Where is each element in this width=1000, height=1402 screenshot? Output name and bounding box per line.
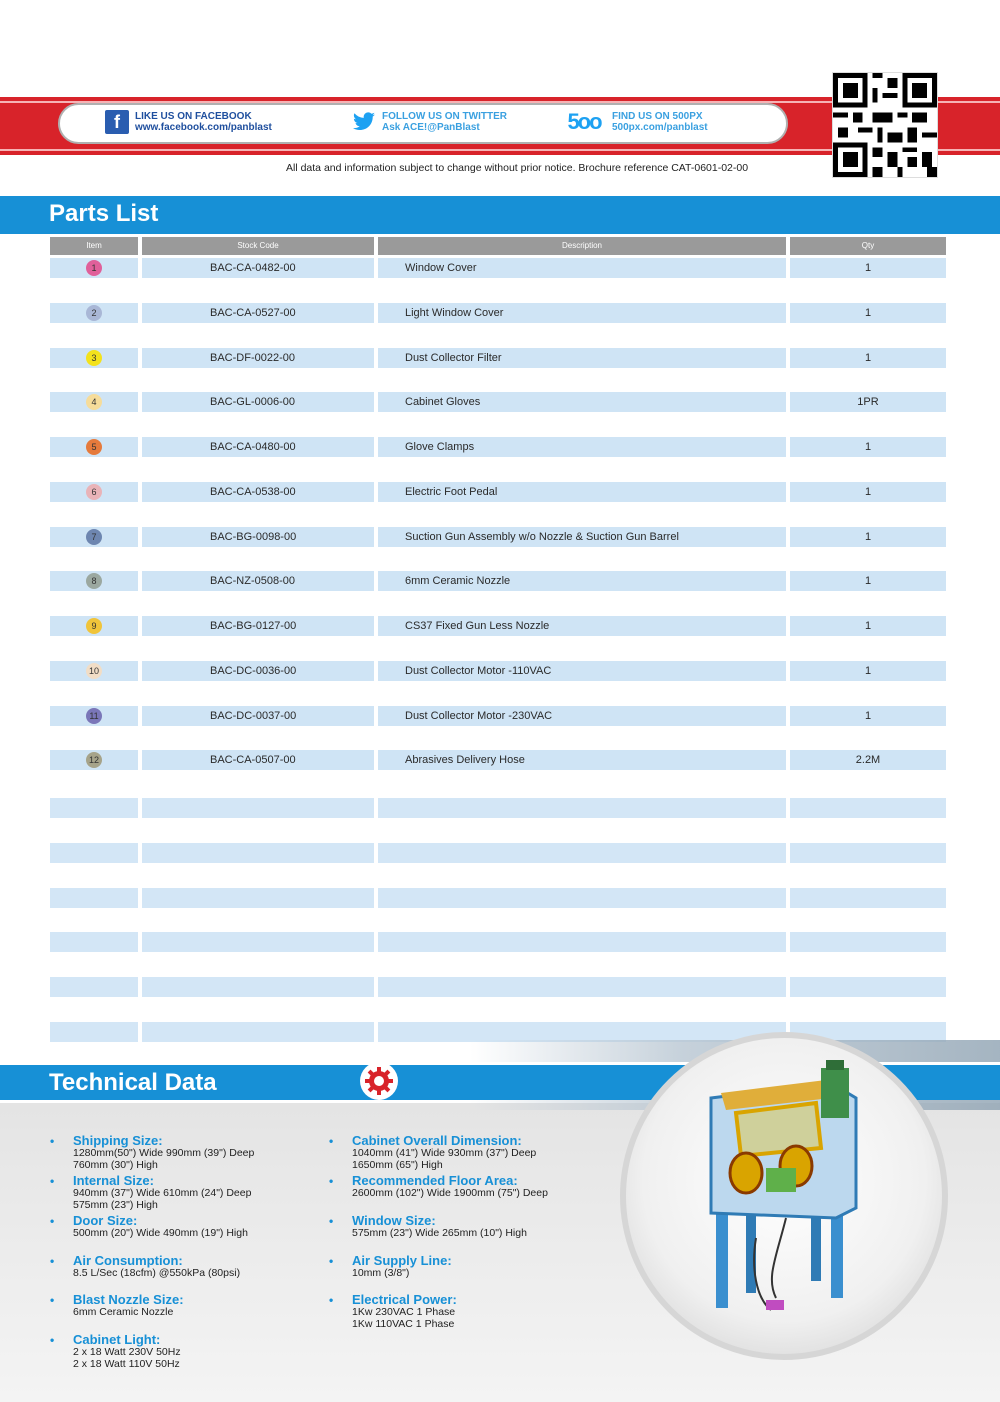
- item-number-badge: 12: [86, 752, 102, 768]
- qty-cell: 1: [790, 527, 946, 547]
- bullet-icon: •: [329, 1254, 334, 1268]
- facebook-icon: f: [105, 110, 129, 134]
- item-cell: [50, 437, 138, 457]
- stock-code-cell: BAC-BG-0127-00: [142, 616, 374, 636]
- spec-label: Cabinet Overall Dimension:: [352, 1133, 522, 1148]
- spec-item: [329, 1173, 548, 1200]
- description-cell: Light Window Cover: [378, 303, 786, 323]
- header-item: Item: [50, 237, 138, 255]
- qty-cell: 1: [790, 571, 946, 591]
- qty-cell: 1: [790, 258, 946, 278]
- item-cell: [50, 482, 138, 502]
- empty-table-cell: [142, 977, 374, 997]
- spec-label: Window Size:: [352, 1213, 436, 1228]
- qty-cell: 1: [790, 437, 946, 457]
- empty-table-cell: [790, 843, 946, 863]
- stock-code-cell: BAC-CA-0527-00: [142, 303, 374, 323]
- item-cell: [50, 258, 138, 278]
- spec-label: Recommended Floor Area:: [352, 1173, 518, 1188]
- bullet-icon: •: [329, 1214, 334, 1228]
- qty-cell: 1: [790, 303, 946, 323]
- item-cell: [50, 571, 138, 591]
- item-number-badge: 4: [86, 394, 102, 410]
- item-number-badge: 7: [86, 529, 102, 545]
- 500px-logo-icon: 5oo: [567, 109, 601, 134]
- 500px-line1: FIND US ON 500PX: [612, 111, 703, 122]
- spec-value: 1Kw 230VAC 1 Phase 1Kw 110VAC 1 Phase: [352, 1306, 456, 1330]
- description-cell: Cabinet Gloves: [378, 392, 786, 412]
- empty-table-cell: [378, 1022, 786, 1042]
- bullet-icon: •: [50, 1293, 55, 1307]
- item-number-badge: 10: [86, 663, 102, 679]
- bullet-icon: •: [329, 1134, 334, 1148]
- bullet-icon: •: [329, 1293, 334, 1307]
- description-cell: Glove Clamps: [378, 437, 786, 457]
- gear-icon: [360, 1062, 398, 1100]
- spec-item: [329, 1133, 537, 1171]
- empty-table-cell: [378, 843, 786, 863]
- header-qty: Qty: [790, 237, 946, 255]
- stock-code-cell: BAC-CA-0480-00: [142, 437, 374, 457]
- spec-value: 1280mm(50") Wide 990mm (39") Deep 760mm (30") High: [73, 1147, 255, 1171]
- spec-item: [50, 1133, 255, 1171]
- facebook-link[interactable]: [105, 110, 272, 134]
- spec-value: 10mm (3/8"): [352, 1267, 410, 1279]
- stock-code-cell: BAC-DC-0037-00: [142, 706, 374, 726]
- spec-item: [329, 1253, 452, 1280]
- description-cell: Dust Collector Motor -110VAC: [378, 661, 786, 681]
- stock-code-cell: BAC-NZ-0508-00: [142, 571, 374, 591]
- spec-item: [50, 1253, 241, 1280]
- header-description: Description: [378, 237, 786, 255]
- empty-table-cell: [378, 977, 786, 997]
- empty-table-cell: [378, 798, 786, 818]
- bullet-icon: •: [50, 1254, 55, 1268]
- spec-item: [50, 1292, 184, 1319]
- stock-code-cell: BAC-CA-0482-00: [142, 258, 374, 278]
- empty-table-cell: [142, 843, 374, 863]
- stock-code-cell: BAC-BG-0098-00: [142, 527, 374, 547]
- description-cell: CS37 Fixed Gun Less Nozzle: [378, 616, 786, 636]
- item-cell: [50, 750, 138, 770]
- item-number-badge: 6: [86, 484, 102, 500]
- item-number-badge: 9: [86, 618, 102, 634]
- header-stock-code: Stock Code: [142, 237, 374, 255]
- qr-code-icon[interactable]: [832, 72, 938, 178]
- description-cell: Dust Collector Motor -230VAC: [378, 706, 786, 726]
- spec-value: 2 x 18 Watt 230V 50Hz 2 x 18 Watt 110V 50Hz: [73, 1346, 181, 1370]
- description-cell: Abrasives Delivery Hose: [378, 750, 786, 770]
- spec-value: 6mm Ceramic Nozzle: [73, 1306, 174, 1318]
- item-cell: [50, 348, 138, 368]
- stock-code-cell: BAC-CA-0538-00: [142, 482, 374, 502]
- item-number-badge: 3: [86, 350, 102, 366]
- facebook-line2: www.facebook.com/panblast: [135, 122, 272, 133]
- stock-code-cell: BAC-DC-0036-00: [142, 661, 374, 681]
- spec-item: [50, 1213, 248, 1240]
- bullet-icon: •: [50, 1214, 55, 1228]
- empty-table-cell: [378, 932, 786, 952]
- empty-table-cell: [50, 798, 138, 818]
- twitter-line1: FOLLOW US ON TWITTER: [382, 111, 507, 122]
- qty-cell: 1: [790, 661, 946, 681]
- bullet-icon: •: [329, 1174, 334, 1188]
- qty-cell: 1PR: [790, 392, 946, 412]
- stock-code-cell: BAC-GL-0006-00: [142, 392, 374, 412]
- technical-data-title: Technical Data: [49, 1069, 217, 1096]
- empty-table-cell: [790, 798, 946, 818]
- spec-label: Air Supply Line:: [352, 1253, 452, 1268]
- qty-cell: 1: [790, 706, 946, 726]
- spec-value: 8.5 L/Sec (18cfm) @550kPa (80psi): [73, 1267, 241, 1279]
- empty-table-cell: [50, 977, 138, 997]
- empty-table-cell: [50, 843, 138, 863]
- parts-list-title: Parts List: [49, 200, 159, 227]
- item-cell: [50, 616, 138, 636]
- qty-cell: 1: [790, 482, 946, 502]
- empty-table-cell: [50, 1022, 138, 1042]
- spec-label: Air Consumption:: [73, 1253, 183, 1268]
- disclaimer-text: All data and information subject to change without prior notice. Brochure reference CAT-0601-02-00: [286, 162, 749, 174]
- facebook-line1: LIKE US ON FACEBOOK: [135, 111, 252, 122]
- qty-cell: 1: [790, 616, 946, 636]
- item-number-badge: 5: [86, 439, 102, 455]
- bullet-icon: •: [50, 1134, 55, 1148]
- stock-code-cell: BAC-CA-0507-00: [142, 750, 374, 770]
- spec-value: 500mm (20") Wide 490mm (19") High: [73, 1227, 248, 1239]
- spec-item: [329, 1292, 457, 1330]
- spec-label: Shipping Size:: [73, 1133, 163, 1148]
- description-cell: Window Cover: [378, 258, 786, 278]
- twitter-line2: Ask ACE!@PanBlast: [382, 122, 480, 133]
- description-cell: Electric Foot Pedal: [378, 482, 786, 502]
- spec-label: Cabinet Light:: [73, 1332, 161, 1347]
- 500px-link[interactable]: [562, 110, 708, 134]
- empty-table-cell: [142, 798, 374, 818]
- item-cell: [50, 303, 138, 323]
- parts-list-band: [0, 196, 1000, 234]
- description-cell: 6mm Ceramic Nozzle: [378, 571, 786, 591]
- spec-item: [50, 1332, 181, 1370]
- spec-value: 575mm (23") Wide 265mm (10") High: [352, 1227, 527, 1239]
- spec-item: [329, 1213, 527, 1240]
- 500px-line2: 500px.com/panblast: [612, 122, 708, 133]
- stock-code-cell: BAC-DF-0022-00: [142, 348, 374, 368]
- empty-table-cell: [790, 888, 946, 908]
- empty-table-cell: [142, 932, 374, 952]
- twitter-bird-icon: [352, 110, 376, 134]
- empty-table-cell: [790, 932, 946, 952]
- description-cell: Dust Collector Filter: [378, 348, 786, 368]
- bullet-icon: •: [50, 1174, 55, 1188]
- spec-value: 2600mm (102") Wide 1900mm (75") Deep: [352, 1187, 548, 1199]
- item-number-badge: 8: [86, 573, 102, 589]
- spec-label: Blast Nozzle Size:: [73, 1292, 184, 1307]
- item-number-badge: 1: [86, 260, 102, 276]
- spec-label: Door Size:: [73, 1213, 138, 1228]
- item-number-badge: 2: [86, 305, 102, 321]
- item-cell: [50, 392, 138, 412]
- empty-table-cell: [50, 932, 138, 952]
- spec-label: Internal Size:: [73, 1173, 154, 1188]
- item-number-badge: 11: [86, 708, 102, 724]
- empty-table-cell: [142, 1022, 374, 1042]
- empty-table-cell: [378, 888, 786, 908]
- qty-cell: 1: [790, 348, 946, 368]
- description-cell: Suction Gun Assembly w/o Nozzle & Suction Gun Barrel: [378, 527, 786, 547]
- empty-table-cell: [50, 888, 138, 908]
- empty-table-cell: [790, 977, 946, 997]
- spec-label: Electrical Power:: [352, 1292, 457, 1307]
- bullet-icon: •: [50, 1333, 55, 1347]
- qty-cell: 2.2M: [790, 750, 946, 770]
- twitter-link[interactable]: [352, 110, 507, 134]
- spec-value: 940mm (37") Wide 610mm (24") Deep 575mm (23") High: [73, 1187, 252, 1211]
- empty-table-cell: [142, 888, 374, 908]
- blast-cabinet-image: [620, 1032, 948, 1360]
- spec-item: [50, 1173, 252, 1211]
- item-cell: [50, 706, 138, 726]
- spec-value: 1040mm (41") Wide 930mm (37") Deep 1650mm (65") High: [352, 1147, 537, 1171]
- item-cell: [50, 527, 138, 547]
- item-cell: [50, 661, 138, 681]
